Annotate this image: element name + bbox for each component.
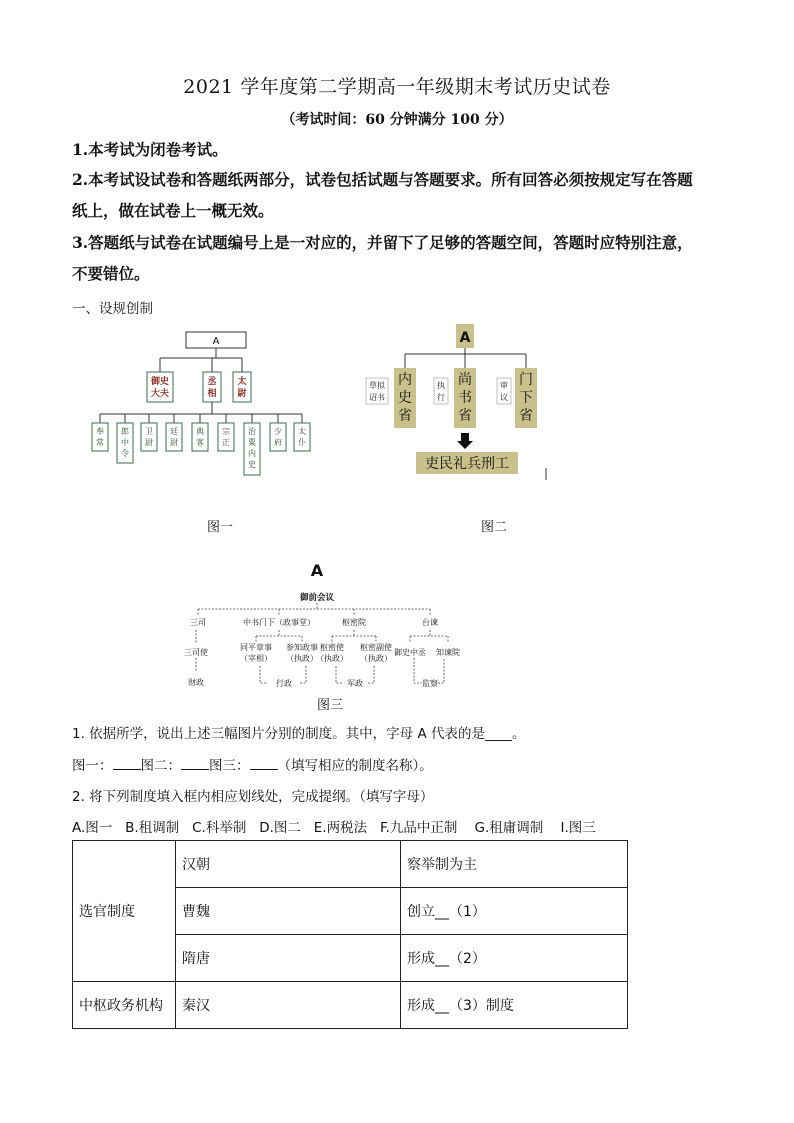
minister-chengxiang: 丞相 (207, 377, 217, 399)
option-e: E.两税法 (313, 820, 368, 836)
group-xingzheng: 行政 (276, 679, 292, 688)
note-3: 3.答题纸与试卷在试题编号上是一对应的，并留下了足够的答题空间，答题时应特别注意， (72, 233, 693, 252)
sansi-shi: 三司使 (184, 648, 208, 657)
question2-prompt: 2. 将下列制度填入框内相应划线处，完成提纲。（填写字母） (72, 789, 434, 805)
branch-shumiyuan: 枢密院 (342, 618, 366, 627)
outline-table (72, 840, 628, 1029)
group-jiancha: 监察 (422, 679, 438, 688)
note-2: 2.本考试设试卷和答题纸两部分，试卷包括试题与答题要求。所有回答必须按规定写在答题 (72, 170, 693, 189)
category-cell: 中枢政务机构 (73, 982, 176, 1029)
q1-fig2-label: 图二： (140, 758, 181, 774)
option-b: B.租调制 (125, 820, 180, 836)
official-langzhongling: 郎中令 (121, 427, 129, 458)
official-shumifushi: 枢密副使 (360, 643, 392, 652)
table-row (73, 841, 628, 888)
group-junzheng: 军政 (347, 679, 363, 688)
content-cell[interactable]: 形成__（3）制度 (401, 982, 628, 1029)
q1-fig1-blank[interactable] (113, 757, 141, 770)
dept-neishisheng: 内史省 (398, 372, 412, 424)
figure3-diagram (182, 558, 472, 693)
role-draft: 草拟诏书 (369, 381, 385, 402)
era-cell: 秦汉 (176, 982, 401, 1029)
option-c: C.科举制 (192, 820, 247, 836)
q1-hint: （填写相应的制度名称）。 (277, 758, 433, 774)
option-g: G.租庸调制 (474, 820, 544, 836)
official-zhizheng-3: （执政） (360, 654, 392, 663)
q1-fig1-label: 图一： (72, 758, 113, 774)
figure1-diagram (90, 328, 330, 478)
era-cell: 汉朝 (176, 841, 401, 888)
official-zhizheng-1: （执政） (286, 654, 318, 663)
official-zaixiang: （宰相） (240, 654, 272, 663)
dept-shangshusheng: 尚书省 (458, 372, 472, 424)
official-zhizheng-2: （执政） (316, 654, 348, 663)
minister-yushidafu: 御史大夫 (150, 377, 170, 399)
figure2-caption: 图二 (481, 520, 508, 535)
q1-fig3-blank[interactable] (250, 757, 278, 770)
content-cell[interactable]: 创立__（1） (401, 888, 628, 935)
category-cell: 选官制度 (73, 841, 176, 982)
era-cell: 隋唐 (176, 935, 401, 982)
role-execute: 执行 (437, 381, 445, 402)
option-a: A.图一 (72, 820, 113, 836)
q1-fig2-blank[interactable] (181, 757, 209, 770)
figure1-top-label: A (212, 336, 220, 347)
dept-menxiasheng: 门下省 (519, 372, 533, 424)
branch-zhongshumenxia: 中书门下（政事堂） (243, 618, 315, 627)
official-shumishi: 枢密使 (320, 643, 344, 652)
question2-options (72, 816, 596, 836)
question1-line2 (72, 754, 433, 774)
option-d: D.图二 (259, 820, 301, 836)
branch-taijian: 台谏 (422, 618, 438, 627)
era-cell: 曹魏 (176, 888, 401, 935)
figure2-top-label: A (459, 330, 471, 346)
figure2-diagram (360, 322, 560, 482)
content-cell[interactable]: 形成__（2） (401, 935, 628, 982)
branch-sansi: 三司 (190, 618, 206, 627)
official-zongzheng: 宗正 (222, 427, 230, 447)
section-heading: 一、设规创制 (72, 301, 153, 317)
exam-title: 2021 学年度第二学期高一年级期末考试历史试卷 (183, 76, 611, 98)
official-shaofu: 少府 (274, 427, 282, 447)
figure3-council: 御前会议 (299, 593, 335, 603)
official-weiwei: 卫尉 (145, 427, 153, 447)
official-zhisuneishi: 治粟内史 (248, 427, 256, 469)
official-fengchang: 奉常 (96, 427, 104, 447)
content-cell: 察举制为主 (401, 841, 628, 888)
official-tingwei: 廷尉 (170, 427, 178, 447)
option-f: F.九品中正制 (379, 820, 458, 836)
official-canzhizhengshi: 参知政事 (286, 643, 318, 652)
official-dianke: 典客 (196, 427, 204, 447)
note-2-cont: 纸上，做在试卷上一概无效。 (72, 201, 274, 220)
official-zhijianyuan: 知谏院 (436, 648, 460, 657)
role-review: 审议 (500, 381, 508, 402)
minister-taiwei: 太尉 (237, 377, 247, 399)
figure1-caption: 图一 (207, 520, 234, 535)
sansi-caizheng: 财政 (188, 678, 204, 687)
table-row (73, 982, 628, 1029)
option-i: I.图三 (560, 820, 596, 836)
note-3-cont: 不要错位。 (72, 264, 150, 283)
exam-subtitle: （考试时间：60 分钟满分 100 分） (281, 112, 513, 128)
figure3-caption: 图三 (317, 698, 344, 713)
question1-prompt: 1. 依据所学，说出上述三幅图片分别的制度。其中，字母 A 代表的是____。 (72, 726, 526, 742)
official-yushizhongcheng: 御史中丞 (394, 648, 426, 657)
official-tongpingzhangshi: 同平章事 (240, 643, 272, 652)
note-1: 1.本考试为闭卷考试。 (72, 140, 228, 159)
official-taipu: 太仆 (298, 427, 306, 447)
figure3-top-label: A (310, 561, 324, 580)
six-ministries: 吏民礼兵刑工 (425, 456, 509, 472)
q1-fig3-label: 图三： (209, 758, 250, 774)
